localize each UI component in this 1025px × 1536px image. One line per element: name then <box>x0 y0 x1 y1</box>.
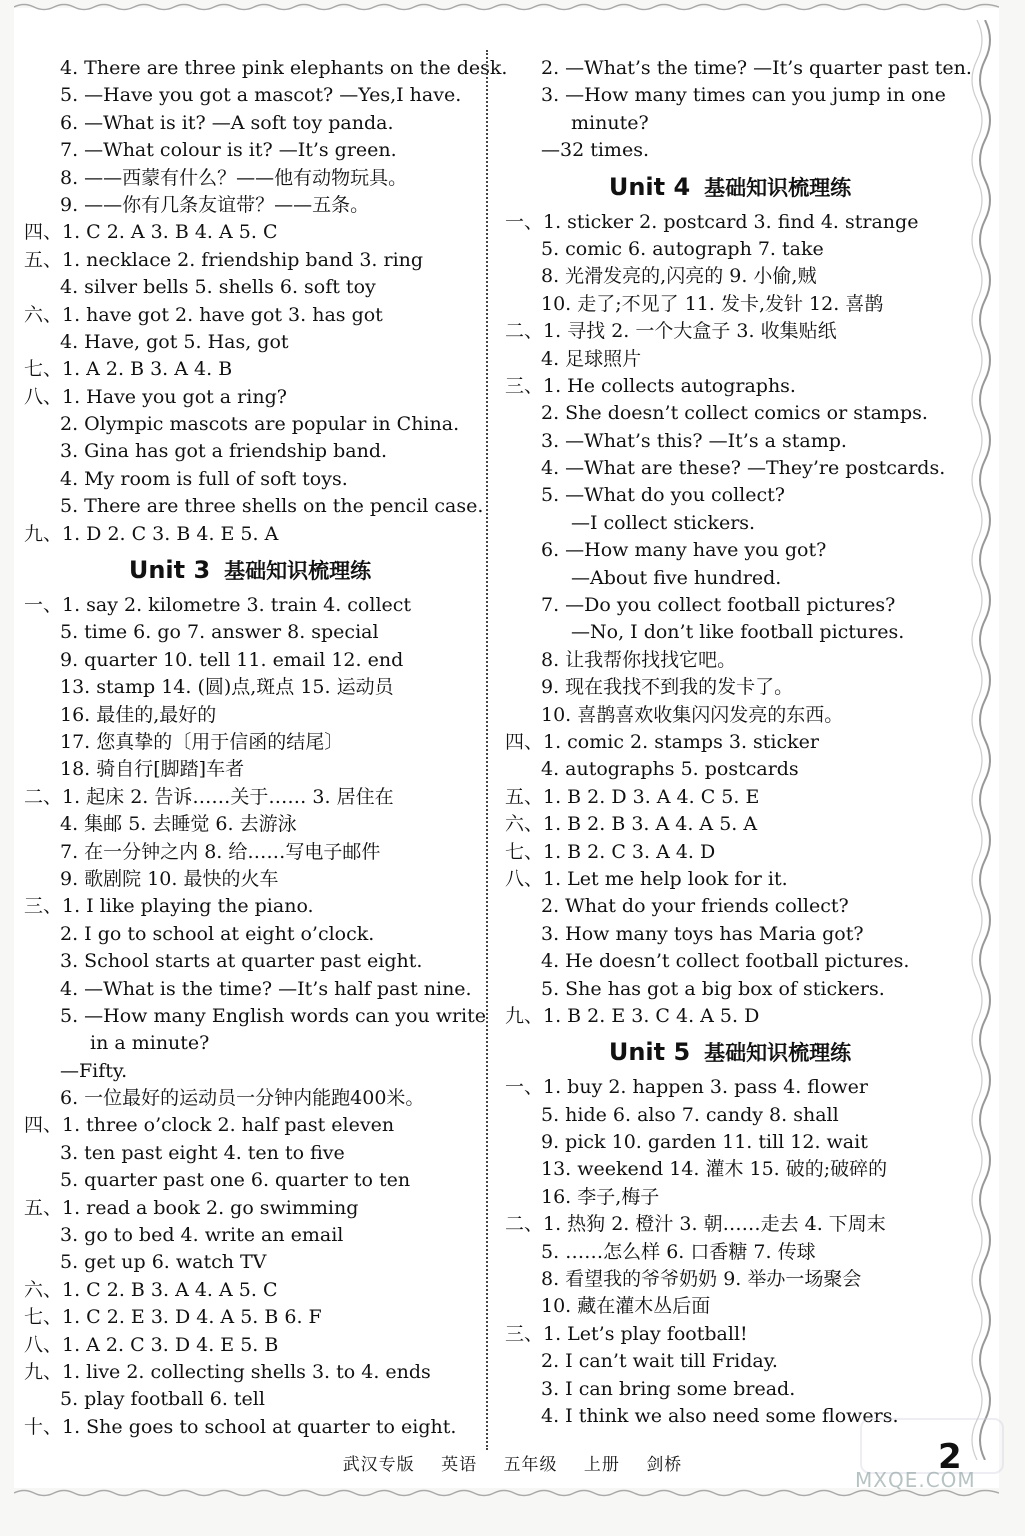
answer-line: 五、1. necklace 2. friendship band 3. ring <box>24 248 424 271</box>
answer-line: 六、1. have got 2. have got 3. has got <box>24 303 383 326</box>
answer-line: 4. 集邮 5. 去睡觉 6. 去游泳 <box>60 813 297 836</box>
answer-line: 4. silver bells 5. shells 6. soft toy <box>60 276 376 299</box>
unit-title-en: Unit 3 <box>128 556 211 585</box>
unit-4-title <box>505 165 955 209</box>
watermark-text: MXQE.COM <box>855 1468 976 1492</box>
answer-line: 8. 光滑发亮的,闪亮的 9. 小偷,贼 <box>541 265 817 288</box>
answer-line: 六、1. C 2. B 3. A 4. A 5. C <box>24 1278 278 1301</box>
footer-publisher: 剑桥 <box>646 1455 683 1475</box>
answer-line: 13. stamp 14. (圆)点,斑点 15. 运动员 <box>60 676 394 699</box>
answer-line: 5. time 6. go 7. answer 8. special <box>60 621 379 644</box>
unit-title-cn: 基础知识梳理练 <box>704 175 852 200</box>
answer-line: 3. —How many times can you jump in one <box>541 84 946 107</box>
answer-line: —Fifty. <box>60 1059 128 1082</box>
answer-line: 七、1. B 2. C 3. A 4. D <box>505 840 716 863</box>
answer-line: 9. ——你有几条友谊带？——五条。 <box>60 193 370 216</box>
answer-line: 2. I can’t wait till Friday. <box>541 1350 778 1373</box>
answer-line: 2. Olympic mascots are popular in China. <box>60 413 460 436</box>
answer-line: 九、1. live 2. collecting shells 3. to 4. ends <box>24 1360 431 1383</box>
answer-line: 4. —What are these? —They’re postcards. <box>541 457 946 480</box>
answer-line: 7. 在一分钟之内 8. 给……写电子邮件 <box>60 840 381 863</box>
answer-line: 八、1. Let me help look for it. <box>505 867 788 890</box>
answer-line: 十、1. She goes to school at quarter to eight. <box>24 1415 457 1438</box>
answer-line: 二、1. 起床 2. 告诉……关于…… 3. 居住在 <box>24 785 394 808</box>
answer-line: 七、1. C 2. E 3. D 4. A 5. B 6. F <box>24 1306 322 1329</box>
answer-line: 6. 一位最好的运动员一分钟内能跑400米。 <box>60 1087 425 1110</box>
answer-line: 4. There are three pink elephants on the desk. <box>60 57 508 79</box>
answer-line: 8. ——西蒙有什么？——他有动物玩具。 <box>60 166 408 189</box>
footer-grade: 五年级 <box>503 1455 558 1475</box>
answer-line: 3. ten past eight 4. ten to five <box>60 1141 345 1164</box>
answer-line: 5. She has got a big box of stickers. <box>541 977 885 1000</box>
answer-line: 三、1. I like playing the piano. <box>24 895 314 918</box>
answer-line: —I collect stickers. <box>571 511 756 534</box>
unit-title-en: Unit 5 <box>608 1038 691 1067</box>
answer-line: 3. Gina has got a friendship band. <box>60 440 388 463</box>
answer-line: 8. 看望我的爷爷奶奶 9. 举办一场聚会 <box>541 1268 862 1291</box>
answer-line: 9. 歌剧院 10. 最快的火车 <box>60 867 279 890</box>
answer-line: 13. weekend 14. 灌木 15. 破的;破碎的 <box>541 1158 888 1181</box>
unit-title-en: Unit 4 <box>608 172 691 201</box>
answer-line: 17. 您真挚的〔用于信函的结尾〕 <box>60 730 344 753</box>
answer-line: 5. There are three shells on the pencil case. <box>60 495 484 518</box>
watermark-logo <box>860 1418 1004 1474</box>
answer-line: in a minute? <box>90 1032 210 1055</box>
answer-line: 5. quarter past one 6. quarter to ten <box>60 1169 411 1192</box>
answer-line: 四、1. comic 2. stamps 3. sticker <box>505 730 819 753</box>
answer-line: 四、1. three o’clock 2. half past eleven <box>24 1114 395 1137</box>
answer-line: 6. —What is it? —A soft toy panda. <box>60 111 394 134</box>
right-column <box>505 55 972 1430</box>
answer-line: 10. 喜鹊喜欢收集闪闪发亮的东西。 <box>541 703 844 726</box>
unit-5-title <box>505 1030 955 1074</box>
page-number: 2 <box>938 1437 962 1477</box>
answer-line: —About five hundred. <box>571 566 782 589</box>
answer-line: 7. —What colour is it? —It’s green. <box>60 139 397 162</box>
column-divider <box>486 50 488 1450</box>
answer-line: 九、1. B 2. E 3. C 4. A 5. D <box>505 1004 760 1027</box>
answer-line: 3. I can bring some bread. <box>541 1377 796 1400</box>
footer-volume: 上册 <box>583 1455 620 1475</box>
answer-line: 五、1. B 2. D 3. A 4. C 5. E <box>505 785 760 808</box>
answer-line: 九、1. D 2. C 3. B 4. E 5. A <box>24 522 279 545</box>
answer-line: 16. 最佳的,最好的 <box>60 703 217 726</box>
answer-line: 5. hide 6. also 7. candy 8. shall <box>541 1103 839 1126</box>
unit-title-cn: 基础知识梳理练 <box>224 559 372 584</box>
answer-line: 5. comic 6. autograph 7. take <box>541 237 824 260</box>
answer-line: 5. —What do you collect? <box>541 484 785 507</box>
answer-line: 4. I think we also need some flowers. <box>541 1404 899 1427</box>
answer-line: 4. —What is the time? —It’s half past nine. <box>60 977 472 1000</box>
bottom-border-decoration <box>14 1488 999 1498</box>
answer-line: 10. 藏在灌木丛后面 <box>541 1295 711 1318</box>
answer-line: 5. —Have you got a mascot? —Yes,I have. <box>60 84 462 107</box>
answer-line: 7. —Do you collect football pictures? <box>541 594 896 617</box>
answer-line: 三、1. He collects autographs. <box>505 374 796 397</box>
answer-line: 3. How many toys has Maria got? <box>541 922 864 945</box>
answer-line: minute? <box>571 111 649 134</box>
answer-line: 2. I go to school at eight o’clock. <box>60 922 375 945</box>
answer-line: 16. 李子,梅子 <box>541 1185 660 1208</box>
answer-line: 3. School starts at quarter past eight. <box>60 950 423 973</box>
answer-line: —32 times. <box>541 139 649 162</box>
answer-line: 三、1. Let’s play football! <box>505 1322 748 1345</box>
answer-line: 3. —What’s this? —It’s a stamp. <box>541 429 847 452</box>
answer-line: 5. play football 6. tell <box>60 1388 265 1411</box>
answer-line: 4. My room is full of soft toys. <box>60 467 348 490</box>
answer-line: 4. 足球照片 <box>541 347 642 370</box>
answer-line: 4. autographs 5. postcards <box>541 758 799 781</box>
answer-line: 2. —What’s the time? —It’s quarter past ten. <box>541 57 972 79</box>
unit-title-cn: 基础知识梳理练 <box>704 1041 852 1066</box>
answer-line: 9. pick 10. garden 11. till 12. wait <box>541 1131 868 1154</box>
right-border-decoration <box>965 20 1005 1460</box>
footer-edition: 武汉专版 <box>342 1455 415 1475</box>
answer-line: 2. What do your friends collect? <box>541 895 849 918</box>
answer-line: 6. —How many have you got? <box>541 539 827 562</box>
answer-line: 5. —How many English words can you write <box>60 1004 487 1027</box>
answer-line: 五、1. read a book 2. go swimming <box>24 1196 359 1219</box>
answer-line: 二、1. 热狗 2. 橙汁 3. 朝……走去 4. 下周末 <box>505 1213 886 1236</box>
answer-line: 8. 让我帮你找找它吧。 <box>541 648 737 671</box>
answer-line: 七、1. A 2. B 3. A 4. B <box>24 358 233 381</box>
answer-line: 二、1. 寻找 2. 一个大盒子 3. 收集贴纸 <box>505 320 837 343</box>
answer-line: 4. He doesn’t collect football pictures. <box>541 950 910 973</box>
answer-line: 4. Have, got 5. Has, got <box>60 330 289 353</box>
answer-line: 18. 骑自行[脚踏]车者 <box>60 758 245 781</box>
answer-line: 2. She doesn’t collect comics or stamps. <box>541 402 928 425</box>
answer-line: 9. 现在我找不到我的发卡了。 <box>541 676 794 699</box>
unit-3-title <box>24 548 476 592</box>
answer-line: 八、1. Have you got a ring? <box>24 385 287 408</box>
answer-line: 5. ……怎么样 6. 口香糖 7. 传球 <box>541 1240 816 1263</box>
top-border-decoration <box>14 2 999 12</box>
answer-line: 一、1. say 2. kilometre 3. train 4. collect <box>24 594 412 617</box>
answer-line: 5. get up 6. watch TV <box>60 1251 267 1274</box>
answer-line: 3. go to bed 4. write an email <box>60 1224 344 1247</box>
footer-subject: 英语 <box>441 1455 478 1475</box>
answer-line: 六、1. B 2. B 3. A 4. A 5. A <box>505 813 758 836</box>
answer-line: 八、1. A 2. C 3. D 4. E 5. B <box>24 1333 279 1356</box>
answer-line: 一、1. sticker 2. postcard 3. find 4. strange <box>505 210 919 233</box>
answer-line: 四、1. C 2. A 3. B 4. A 5. C <box>24 221 278 244</box>
answer-line: —No, I don’t like football pictures. <box>571 621 905 644</box>
left-column <box>24 55 508 1441</box>
answer-line: 10. 走了;不见了 11. 发卡,发针 12. 喜鹊 <box>541 292 884 315</box>
answer-line: 一、1. buy 2. happen 3. pass 4. flower <box>505 1076 868 1099</box>
answer-line: 9. quarter 10. tell 11. email 12. end <box>60 648 404 671</box>
